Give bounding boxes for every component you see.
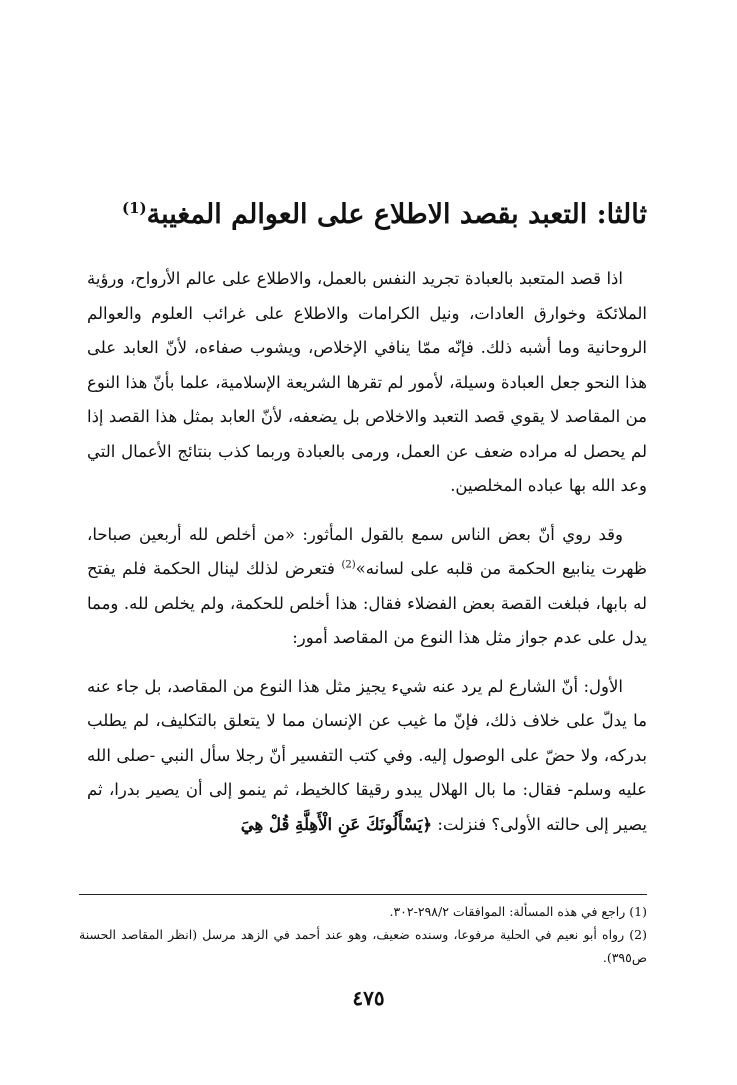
footnote-divider	[79, 894, 647, 895]
footnotes	[79, 900, 647, 969]
page-number: ٤٧٥	[352, 986, 385, 1010]
paragraph-3	[87, 670, 647, 843]
paragraph-2	[87, 518, 647, 656]
title-footnote-ref: (1)	[121, 199, 147, 217]
section-title-text: ثالثا: التعبد بقصد الاطلاع على العوالم المغيبة	[146, 199, 647, 230]
quran-verse: ﴿يَسْأَلُونَكَ عَنِ الْأَهِلَّةِ قُلْ هِيَ	[240, 814, 433, 834]
footnote-2: (2) رواه أبو نعيم في الحلية مرفوعا، وسنده ضعيف، وهو عند أحمد في الزهد مرسل (انظر المقاصد الحسنة ص٣٩٥).	[79, 927, 647, 965]
paragraph-2-footnote-ref: (2)	[341, 559, 356, 571]
paragraph-1: اذا قصد المتعبد بالعبادة تجريد النفس بالعمل، والاطلاع على عالم الأرواح، ورؤية الملائكة وخوارق العادات، ونيل الكرامات والاطلاع على غرائب العلوم والعوالم الروحانية وما أشبه ذلك. فإنّه ممّا ينافي الإخلاص، ويشوب صفاءه، لأنّ العابد على هذا النحو جعل العبادة وسيلة، لأمور لم تقرها الشريعة الإسلامية، علما بأنّ هذا النوع من المقاصد لا يقوي قصد التعبد والاخلاص بل يضعفه، لأنّ العابد بمثل هذا القصد إذا لم يحصل له مراده ضعف عن العمل، ورمى بالعبادة وربما كذب بنتائج الأعمال التي وعد الله بها عباده المخلصين.	[87, 269, 647, 495]
paragraph-2-before: وقد روي أنّ بعض الناس سمع بالقول المأثور: «من أخلص لله أربعين صباحا، ظهرت ينابيع الحكمة من قلبه على لسانه»	[87, 524, 647, 578]
body-text	[87, 262, 647, 856]
section-title	[87, 182, 647, 241]
footnote-1: (1) راجع في هذه المسألة: الموافقات ٢٩٨/٢-٣٠٢.	[389, 904, 647, 919]
paragraph-2-after: فتعرض لذلك لينال الحكمة فلم يفتح له بابها، فبلغت القصة بعض الفضلاء فقال: هذا أخلص للحكمة، ولم يخلص لله. ومما يدل على عدم جواز مثل هذا النوع من المقاصد أمور:	[87, 559, 647, 647]
paragraph-3-before: الأول: أنّ الشارع لم يرد عنه شيء يجيز مثل هذا النوع من المقاصد، بل جاء عنه ما يدلّ على خلاف ذلك، فإنّ ما غيب عن الإنسان مما لا يتعلق بالتكليف، لم يطلب بدركه، ولا حضّ على الوصول إليه. وفي كتب التفسير أنّ رجلا سأل النبي -صلى الله عليه وسلم- فقال: ما بال الهلال يبدو رقيقا كالخيط، ثم ينمو إلى أن يصير بدرا، ثم يصير إلى حالته الأولى؟ فنزلت:	[87, 676, 647, 834]
